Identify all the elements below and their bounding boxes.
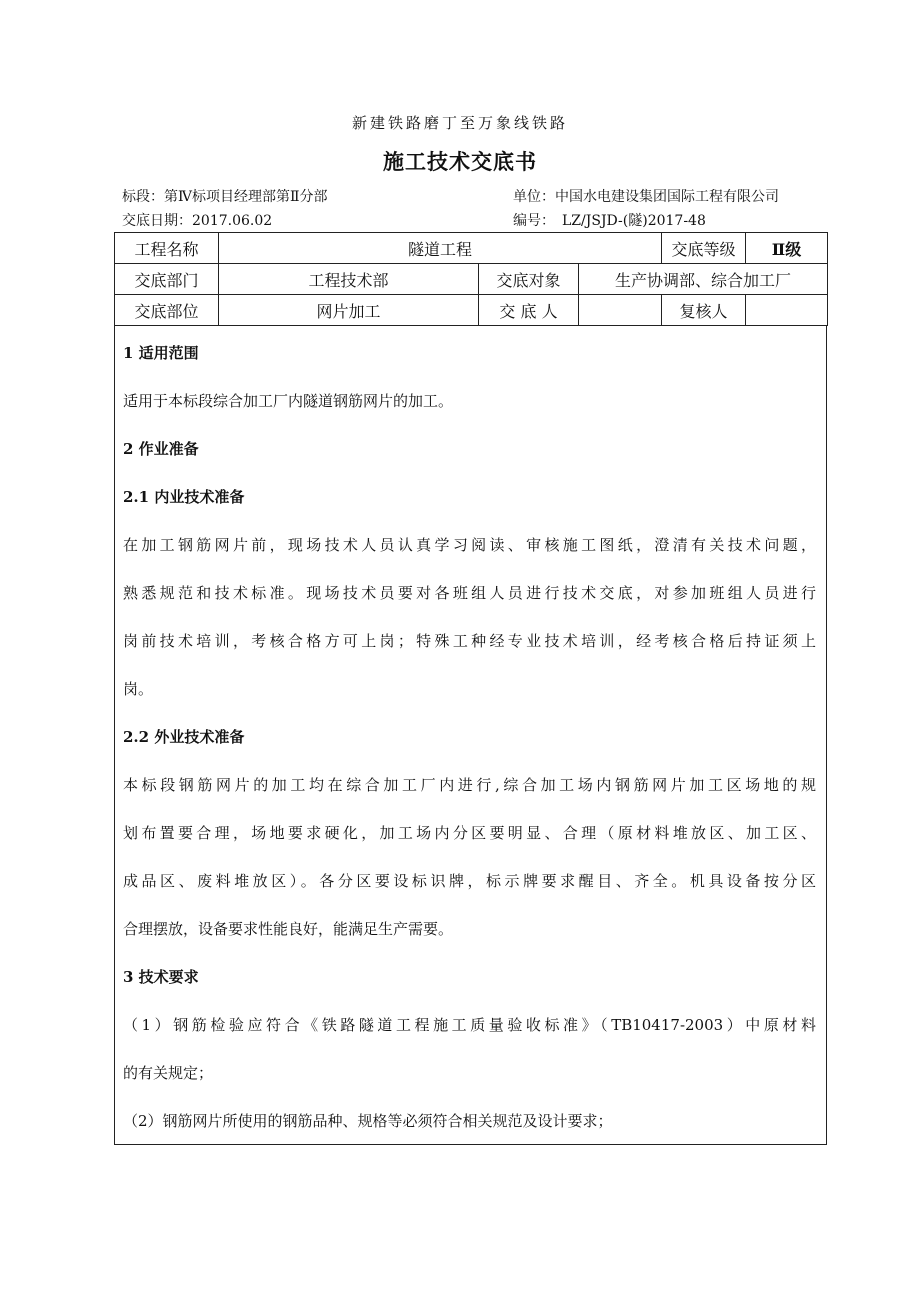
document-subtitle: 新建铁路磨丁至万象线铁路 <box>351 114 568 132</box>
grade-value: Ⅱ级 <box>746 233 828 264</box>
section-2-2-line: 本标段钢筋网片的加工均在综合加工厂内进行,综合加工场内钢筋网片加工区场地的规 <box>123 776 816 794</box>
section-info: 标段：第Ⅳ标项目经理部第Ⅱ分部 <box>122 189 328 205</box>
section-2-2-line: 划布置要合理，场地要求硬化，加工场内分区要明显、合理（原材料堆放区、加工区、 <box>123 824 816 842</box>
label-part: 交底部位 <box>115 295 219 326</box>
section-1-text: 适用于本标段综合加工厂内隧道钢筋网片的加工。 <box>123 392 454 410</box>
section-3-item-1-line: （1）钢筋检验应符合《铁路隧道工程施工质量验收标准》（TB10417-2003）中原材料 <box>123 1016 816 1034</box>
label-reviewer: 复核人 <box>662 295 746 326</box>
number-info: 编号： LZ/JSJD-(隧)2017-48 <box>513 213 706 229</box>
target-value: 生产协调部、综合加工厂 <box>579 264 828 295</box>
label-project-name: 工程名称 <box>115 233 219 264</box>
document-title: 施工技术交底书 <box>383 149 537 174</box>
section-2-2-heading: 2.2 外业技术准备 <box>123 728 245 746</box>
section-2-1-line: 岗前技术培训，考核合格方可上岗；特殊工种经专业技术培训，经考核合格后持证须上 <box>123 632 816 650</box>
section-2-1-heading: 2.1 内业技术准备 <box>123 488 245 506</box>
label-person: 交 底 人 <box>479 295 579 326</box>
section-3-item-2: （2）钢筋网片所使用的钢筋品种、规格等必须符合相关规范及设计要求； <box>123 1112 613 1130</box>
section-2-2-line: 成品区、废料堆放区）。各分区要设标识牌，标示牌要求醒目、齐全。机具设备按分区 <box>123 872 816 890</box>
label-grade: 交底等级 <box>662 233 746 264</box>
table-row <box>115 295 828 326</box>
project-name-value: 隧道工程 <box>219 233 662 264</box>
label-target: 交底对象 <box>479 264 579 295</box>
section-2-1-line: 岗。 <box>123 680 154 698</box>
table-row <box>115 264 828 295</box>
table-row <box>115 233 828 264</box>
section-2-1-line: 在加工钢筋网片前，现场技术人员认真学习阅读、审核施工图纸，澄清有关技术问题， <box>123 536 816 554</box>
part-value: 网片加工 <box>219 295 479 326</box>
section-3-item-1-line: 的有关规定； <box>123 1064 214 1082</box>
label-department: 交底部门 <box>115 264 219 295</box>
content-body <box>114 325 827 1145</box>
department-value: 工程技术部 <box>219 264 479 295</box>
section-2-heading: 2 作业准备 <box>123 440 199 458</box>
section-2-2-line: 合理摆放，设备要求性能良好，能满足生产需要。 <box>123 920 454 938</box>
unit-info: 单位：中国水电建设集团国际工程有限公司 <box>513 189 779 205</box>
reviewer-value <box>746 295 828 326</box>
date-info: 交底日期：2017.06.02 <box>122 213 273 229</box>
info-table <box>114 232 828 326</box>
section-2-1-line: 熟悉规范和技术标准。现场技术员要对各班组人员进行技术交底，对参加班组人员进行 <box>123 584 816 602</box>
section-3-heading: 3 技术要求 <box>123 968 199 986</box>
person-value <box>579 295 662 326</box>
section-1-heading: 1 适用范围 <box>123 344 199 362</box>
